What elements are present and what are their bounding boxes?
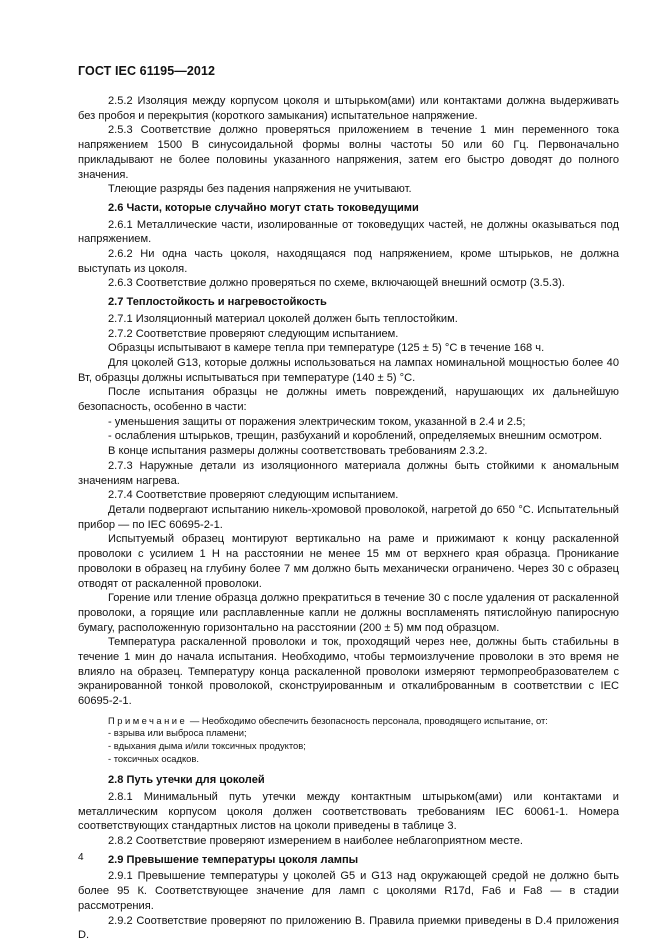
clause-2-5-2: 2.5.2 Изоляция между корпусом цоколя и штырьком(ами) или контактами должна выдерживать без пробоя и перекрытия (короткого замыкания) испытательное напряжение. (78, 95, 619, 122)
list-item: - уменьшения защиты от поражения электрическим током, указанной в 2.4 и 2.5; (108, 415, 526, 428)
list-item: - вдыхания дыма и/или токсичных продуктов; (108, 740, 306, 752)
clause-2-5-3: 2.5.3 Соответствие должно проверяться приложением в течение 1 мин переменного тока напряжением 1500 В синусоидальной формы волны частоты 50 или 60 Гц. Первоначально прикладывают не более половины указанного напряжения, затем его быстро доводят до полного значения. (78, 124, 619, 181)
clause-2-7-4-burning: Горение или тление образца должно прекратиться в течение 30 с после удаления от раскаленной проволоки, а горящие или расплавленные капли не должны воспламенять пятислойную папиросную бумагу, расположенную горизонтально на расстоянии (200 ± 5) мм под образцом. (78, 592, 619, 634)
page-number: 4 (78, 852, 84, 863)
clause-2-6-3: 2.6.3 Соответствие должно проверяться по схеме, включающей внешний осмотр (3.5.3). (108, 277, 565, 290)
clause-2-7-3: 2.7.3 Наружные детали из изоляционного материала должны быть стойкими к аномальным значениям нагрева. (78, 459, 619, 487)
document-body (78, 94, 619, 943)
list-item: - взрыва или выброса пламени; (108, 727, 247, 739)
note-label: Примечание (108, 714, 188, 726)
clause-2-7-2-after: После испытания образцы не должны иметь повреждений, нарушающих их дальнейшую безопасность, особенно в части: (78, 386, 619, 414)
clause-2-8-1: 2.8.1 Минимальный путь утечки между контактным штырьком(ами) или контактами и металлическим корпусом цоколя должен соответствовать требованиям IEC 60061-1. Номера соответствующих стандартных листов на цоколи приведены в таблице 3. (78, 790, 619, 833)
section-2-6-heading: 2.6 Части, которые случайно могут стать токоведущими (108, 201, 419, 214)
clause-2-7-1: 2.7.1 Изоляционный материал цоколей должен быть теплостойким. (108, 312, 458, 325)
clause-2-9-1: 2.9.1 Превышение температуры у цоколей G5 и G13 над окружающей средой не должно быть более 95 К. Соответствующее значение для ламп с цоколями R17d, Fa6 и Fa8 — в стадии рассмотрения. (78, 870, 619, 912)
clause-2-7-2-samples: Образцы испытывают в камере тепла при температуре (125 ± 5) °С в течение 168 ч. (108, 342, 545, 355)
clause-2-6-1: 2.6.1 Металлические части, изолированные от токоведущих частей, не должны оказываться под напряжением. (78, 218, 619, 246)
section-2-8-heading: 2.8 Путь утечки для цоколей (108, 774, 265, 787)
clause-2-7-4-temperature: Температура раскаленной проволоки и ток, проходящий через нее, должны быть стабильны в течение 1 мин до начала испытания. Необходимо, чтобы термоизлучение проволоки в это время не влияло на образец. Температуру конца раскаленной проволоки измеряют термопреобразователем с экранированной тонкой проволокой, сконструированным и откалиброванным в соответствии с IEC 60695-2-1. (78, 636, 619, 708)
clause-2-7-2-end: В конце испытания размеры должны соответствовать требованиям 2.3.2. (108, 445, 488, 458)
clause-2-5-3-note: Тлеющие разряды без падения напряжения не учитывают. (108, 183, 412, 196)
clause-2-7-4: 2.7.4 Соответствие проверяют следующим испытанием. (108, 489, 399, 502)
section-2-9-heading: 2.9 Превышение температуры цоколя лампы (108, 853, 359, 866)
note (78, 715, 619, 728)
list-item: - токсичных осадков. (108, 752, 199, 764)
clause-2-8-2: 2.8.2 Соответствие проверяют измерением в наиболее неблагоприятном месте. (108, 835, 523, 848)
document-header: ГОСТ IEC 61195—2012 (78, 64, 216, 78)
clause-2-9-2: 2.9.2 Соответствие проверяют по приложению В. Правила приемки приведены в D.4 приложения D. (78, 914, 619, 942)
clause-2-6-2: 2.6.2 Ни одна часть цоколя, находящаяся под напряжением, кроме штырьков, не должна выступать из цоколя. (78, 248, 619, 275)
clause-2-7-2: 2.7.2 Соответствие проверяют следующим испытанием. (108, 327, 399, 340)
list-item: - ослабления штырьков, трещин, разбуханий и короблений, определяемых внешним осмотром. (108, 430, 603, 443)
clause-2-7-4-device: Детали подвергают испытанию никель-хромовой проволокой, нагретой до 650 °С. Испытательный прибор — по IEC 60695-2-1. (78, 503, 619, 531)
section-2-7-heading: 2.7 Теплостойкость и нагревостойкость (108, 296, 327, 309)
note-text: — Необходимо обеспечить безопасность персонала, проводящего испытание, от: (187, 714, 548, 726)
clause-2-7-2-g13: Для цоколей G13, которые должны использоваться на лампах номинальной мощностью более 40 Вт, образцы должны испытываться при температуре (140 ± 5) °С. (78, 356, 619, 384)
clause-2-7-4-mount: Испытуемый образец монтируют вертикально на раме и прижимают к концу раскаленной проволоки с усилием 1 Н на расстоянии не менее 15 мм от верхнего края образца. Проникание проволоки в образец на глубину более 7 мм должно быть механически ограничено. Через 30 с образец отводят от раскаленной проволоки. (78, 533, 619, 590)
